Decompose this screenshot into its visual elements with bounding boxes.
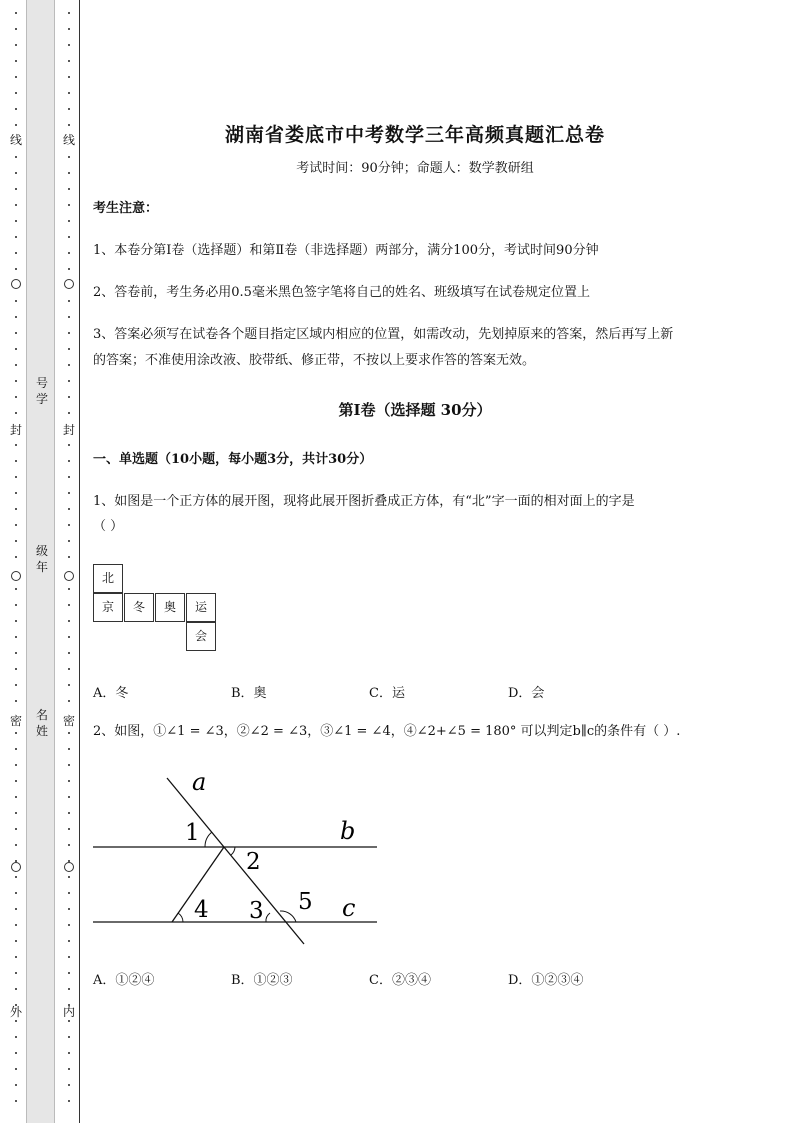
margin-dot xyxy=(68,412,70,414)
margin-dot xyxy=(15,508,17,510)
margin-dot xyxy=(15,268,17,270)
inner-label-nei: 内 xyxy=(62,1005,75,1019)
question-2-option-d[interactable]: D．①②③④ xyxy=(508,973,584,988)
margin-dot xyxy=(15,636,17,638)
margin-dot xyxy=(15,444,17,446)
margin-dot xyxy=(15,652,17,654)
margin-dot xyxy=(68,908,70,910)
outer-label-xian: 线 xyxy=(9,133,22,147)
margin-dot xyxy=(68,700,70,702)
margin-dot xyxy=(15,1020,17,1022)
inner-dotted-line xyxy=(64,0,74,1123)
margin-dot xyxy=(15,620,17,622)
margin-dot xyxy=(15,524,17,526)
margin-dot xyxy=(68,460,70,462)
margin-dot xyxy=(15,604,17,606)
margin-dot xyxy=(68,1084,70,1086)
angle-4-arc xyxy=(178,913,183,922)
outer-label-mi: 密 xyxy=(9,714,22,728)
inner-label-xian: 线 xyxy=(62,133,75,147)
question-1-option-b[interactable]: B．奥 xyxy=(231,686,267,701)
question-2-option-c[interactable]: C．②③④ xyxy=(369,973,431,988)
margin-dot xyxy=(15,828,17,830)
margin-dot xyxy=(68,508,70,510)
question-2-option-b[interactable]: B．①②③ xyxy=(231,973,293,988)
margin-dot xyxy=(15,588,17,590)
margin-dot xyxy=(68,524,70,526)
binding-circle xyxy=(11,571,21,581)
margin-dot xyxy=(15,1052,17,1054)
parallel-lines-figure xyxy=(90,765,390,950)
margin-dot xyxy=(15,60,17,62)
margin-dot xyxy=(68,972,70,974)
margin-dot xyxy=(68,220,70,222)
question-1-stem: 1、如图是一个正方体的展开图，现将此展开图折叠成正方体，有“北”字一面的相对面上的字是 xyxy=(93,494,635,509)
margin-dot xyxy=(68,332,70,334)
margin-dot xyxy=(15,940,17,942)
margin-dot xyxy=(68,268,70,270)
margin-dot xyxy=(68,636,70,638)
margin-dot xyxy=(15,28,17,30)
binding-circle xyxy=(11,279,21,289)
margin-dot xyxy=(68,300,70,302)
binding-circle xyxy=(64,571,74,581)
inner-label-mi: 密 xyxy=(62,714,75,728)
question-1-option-d[interactable]: D．会 xyxy=(508,686,545,701)
margin-dot xyxy=(15,460,17,462)
margin-dot xyxy=(15,220,17,222)
grade-field-label: 级年 xyxy=(35,544,48,574)
margin-dot xyxy=(68,236,70,238)
margin-dot xyxy=(68,556,70,558)
margin-dot xyxy=(68,604,70,606)
student-number-field-label: 号学 xyxy=(35,376,48,406)
angle-5-arc xyxy=(280,911,296,922)
margin-dot xyxy=(68,316,70,318)
margin-dot xyxy=(68,988,70,990)
margin-dot xyxy=(68,156,70,158)
margin-dot xyxy=(68,28,70,30)
exam-title: 湖南省娄底市中考数学三年高频真题汇总卷 xyxy=(224,124,605,146)
margin-edge-line xyxy=(79,0,80,1123)
margin-dot xyxy=(68,1100,70,1102)
margin-dot xyxy=(15,924,17,926)
margin-dot xyxy=(15,1068,17,1070)
margin-dot xyxy=(15,12,17,14)
margin-dot xyxy=(68,588,70,590)
margin-dot xyxy=(15,124,17,126)
margin-dot xyxy=(15,1084,17,1086)
angle-label-5: 5 xyxy=(298,889,313,915)
margin-dot xyxy=(68,924,70,926)
margin-dot xyxy=(15,700,17,702)
margin-dot xyxy=(68,620,70,622)
margin-dot xyxy=(68,348,70,350)
margin-dot xyxy=(15,556,17,558)
margin-dot xyxy=(15,236,17,238)
margin-dot xyxy=(15,844,17,846)
margin-dot xyxy=(15,380,17,382)
margin-dot xyxy=(15,764,17,766)
margin-dot xyxy=(68,1020,70,1022)
exam-subtitle: 考试时间：90分钟；命题人：数学教研组 xyxy=(296,161,534,176)
margin-dot xyxy=(15,332,17,334)
margin-dot xyxy=(15,252,17,254)
margin-dot xyxy=(68,396,70,398)
margin-dot xyxy=(15,908,17,910)
margin-dot xyxy=(15,300,17,302)
margin-dot xyxy=(68,540,70,542)
margin-dot xyxy=(68,876,70,878)
margin-dot xyxy=(68,812,70,814)
margin-dot xyxy=(68,844,70,846)
note-item: 1、本卷分第I卷（选择题）和第Ⅱ卷（非选择题）两部分，满分100分，考试时间90分钟 xyxy=(93,243,599,258)
angle-label-2: 2 xyxy=(246,849,261,875)
angle-label-1: 1 xyxy=(185,820,200,846)
margin-dot xyxy=(68,796,70,798)
margin-dot xyxy=(68,828,70,830)
part-title: 第I卷（选择题 30分） xyxy=(338,401,492,419)
question-1-blank: （ ） xyxy=(93,519,124,534)
note-item: 的答案；不准使用涂改液、胶带纸、修正带，不按以上要求作答的答案无效。 xyxy=(93,353,536,368)
margin-dot xyxy=(15,988,17,990)
outer-label-feng: 封 xyxy=(9,423,22,437)
question-1-option-c[interactable]: C．运 xyxy=(369,686,405,701)
label-a: a xyxy=(192,768,207,796)
margin-dot xyxy=(15,956,17,958)
margin-dot xyxy=(68,76,70,78)
margin-dot xyxy=(15,108,17,110)
angle-3-arc xyxy=(266,913,270,922)
margin-dot xyxy=(68,92,70,94)
margin-dot xyxy=(15,1036,17,1038)
label-c: c xyxy=(342,894,356,922)
margin-dot xyxy=(68,252,70,254)
angle-1-arc xyxy=(205,832,212,847)
margin-dot xyxy=(68,108,70,110)
net-cell: 北 xyxy=(93,564,123,593)
question-1-option-a[interactable]: A．冬 xyxy=(93,686,129,701)
margin-dot xyxy=(15,172,17,174)
margin-dot xyxy=(68,188,70,190)
note-item: 3、答案必须写在试卷各个题目指定区域内相应的位置，如需改动，先划掉原来的答案，然后再写上新 xyxy=(93,327,674,342)
margin-dot xyxy=(15,188,17,190)
angle-label-3: 3 xyxy=(249,898,264,924)
notes-heading: 考生注意： xyxy=(93,201,159,216)
margin-dot xyxy=(68,684,70,686)
margin-dot xyxy=(15,92,17,94)
margin-dot xyxy=(15,1100,17,1102)
margin-dot xyxy=(15,396,17,398)
margin-dot xyxy=(15,668,17,670)
margin-dot xyxy=(68,380,70,382)
margin-dot xyxy=(68,124,70,126)
net-cell: 冬 xyxy=(124,593,154,622)
margin-dot xyxy=(15,684,17,686)
margin-dot xyxy=(68,492,70,494)
margin-dot xyxy=(68,1052,70,1054)
margin-dot xyxy=(15,732,17,734)
margin-dot xyxy=(15,412,17,414)
margin-dot xyxy=(68,892,70,894)
margin-dot xyxy=(15,972,17,974)
margin-dot xyxy=(15,492,17,494)
margin-dot xyxy=(68,956,70,958)
margin-dot xyxy=(15,748,17,750)
net-cell: 京 xyxy=(93,593,123,622)
question-2-option-a[interactable]: A．①②④ xyxy=(93,973,155,988)
margin-dot xyxy=(68,940,70,942)
angle-label-4: 4 xyxy=(194,897,209,923)
inner-label-feng: 封 xyxy=(62,423,75,437)
name-field-label: 名姓 xyxy=(35,708,48,738)
margin-dot xyxy=(68,476,70,478)
margin-dot xyxy=(15,316,17,318)
margin-dot xyxy=(15,796,17,798)
margin-dot xyxy=(68,172,70,174)
section-heading: 一、单选题（10小题，每小题3分，共计30分） xyxy=(93,452,373,467)
margin-dot xyxy=(68,12,70,14)
margin-dot xyxy=(15,876,17,878)
margin-dot xyxy=(68,1036,70,1038)
binding-circle xyxy=(11,862,21,872)
margin-dot xyxy=(68,732,70,734)
outer-label-wai: 外 xyxy=(9,1005,22,1019)
margin-dot xyxy=(15,364,17,366)
margin-dot xyxy=(15,156,17,158)
margin-dot xyxy=(68,668,70,670)
margin-dot xyxy=(15,204,17,206)
margin-dot xyxy=(68,748,70,750)
margin-dot xyxy=(68,444,70,446)
margin-dot xyxy=(68,780,70,782)
margin-dot xyxy=(68,60,70,62)
margin-dot xyxy=(15,348,17,350)
margin-dot xyxy=(15,76,17,78)
margin-dot xyxy=(15,476,17,478)
margin-dot xyxy=(15,780,17,782)
question-2-stem: 2、如图，①∠1 = ∠3，②∠2 = ∠3，③∠1 = ∠4，④∠2+∠5 = 180° 可以判定b∥c的条件有（ ）. xyxy=(93,724,681,739)
margin-dot xyxy=(68,652,70,654)
label-b: b xyxy=(340,817,356,845)
margin-dot xyxy=(68,1068,70,1070)
angle-2-arc xyxy=(231,847,235,855)
binding-circle xyxy=(64,862,74,872)
margin-dot xyxy=(15,44,17,46)
margin-dot xyxy=(68,44,70,46)
net-cell: 奥 xyxy=(155,593,185,622)
net-cell: 会 xyxy=(186,622,216,651)
margin-dot xyxy=(68,204,70,206)
outer-dotted-line xyxy=(11,0,21,1123)
note-item: 2、答卷前，考生务必用0.5毫米黑色签字笔将自己的姓名、班级填写在试卷规定位置上 xyxy=(93,285,590,300)
margin-dot xyxy=(15,892,17,894)
transversal-a xyxy=(167,778,304,944)
margin-dot xyxy=(68,764,70,766)
binding-circle xyxy=(64,279,74,289)
net-cell: 运 xyxy=(186,593,216,622)
margin-dot xyxy=(15,540,17,542)
margin-dot xyxy=(68,364,70,366)
margin-dot xyxy=(15,812,17,814)
